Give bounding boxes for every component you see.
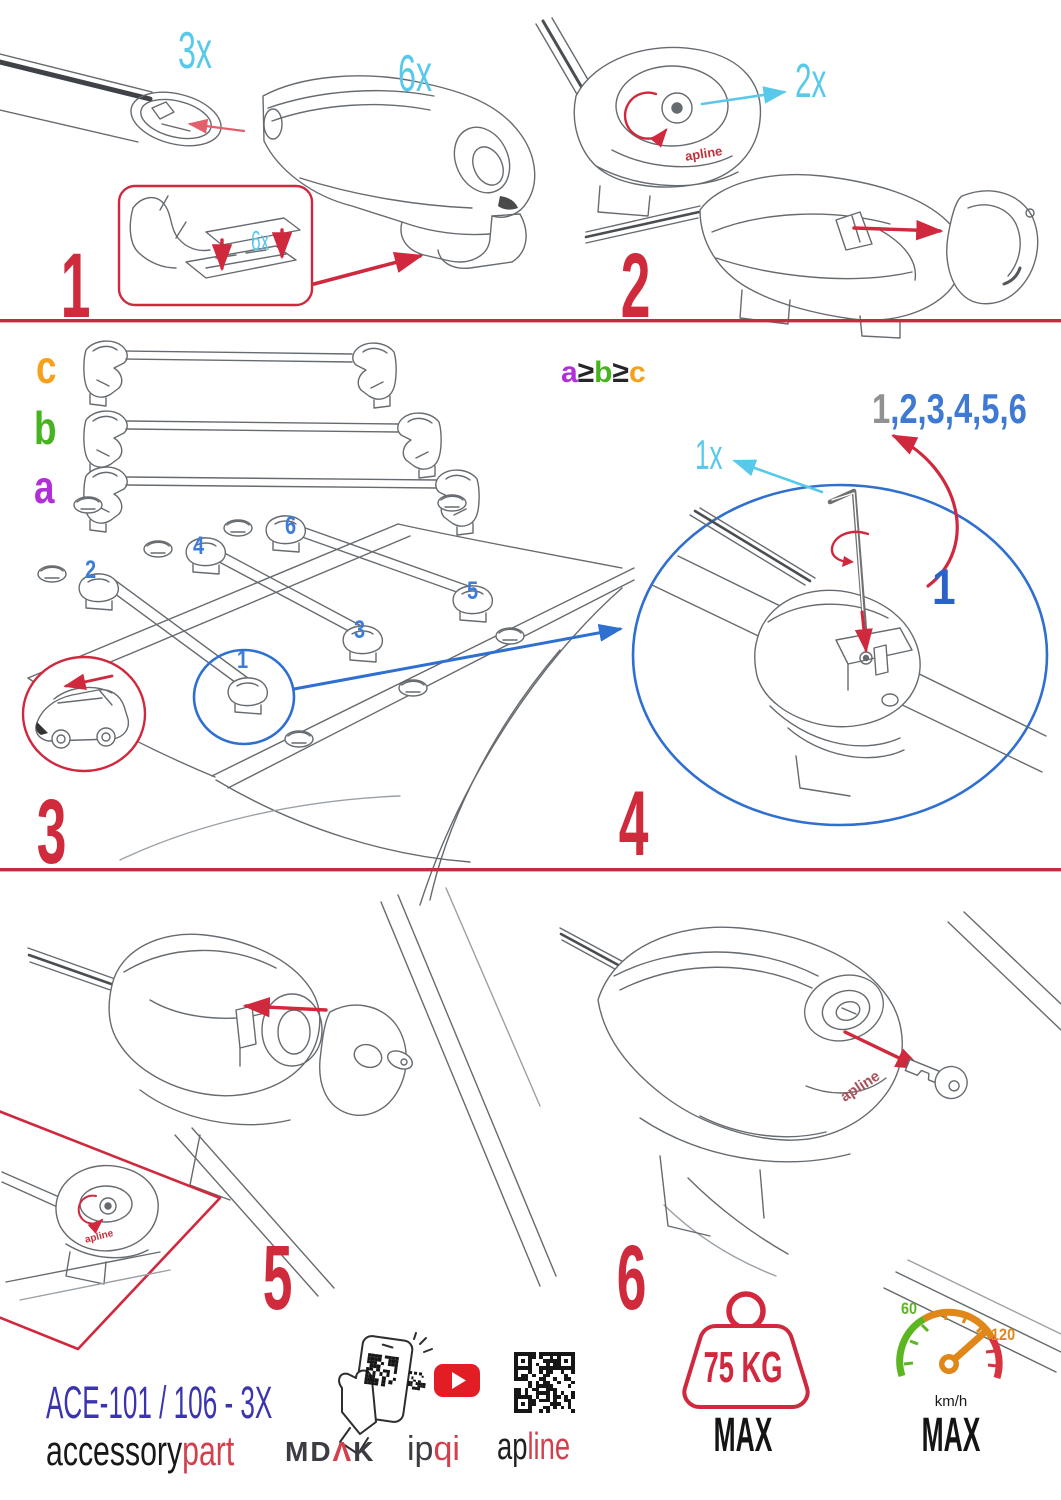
- sequence-rest: ,2,3,4,5,6: [890, 385, 1027, 432]
- lambda-text: Λ: [332, 1436, 354, 1467]
- step2-foot-endcap-art: [586, 175, 1038, 338]
- roof-position-3: 3: [354, 616, 366, 644]
- step6-number: 6: [616, 1227, 647, 1329]
- roof-position-5: 5: [467, 577, 479, 605]
- step2-number: 2: [620, 235, 651, 337]
- step2-knob-qty: 2x: [795, 55, 827, 108]
- divider-bottom: [0, 868, 1061, 871]
- speedometer-icon: [900, 1311, 999, 1378]
- rule-b: b: [594, 356, 613, 389]
- roof-position-6: 6: [285, 512, 297, 540]
- step1-pad-qty: 6x: [251, 225, 270, 256]
- part-text: part: [182, 1427, 235, 1474]
- max-speed-label: MAX: [921, 1409, 981, 1462]
- max-load-value: 75 KG: [703, 1343, 783, 1392]
- youtube-icon: [434, 1364, 480, 1397]
- speed-low-tick: 60: [901, 1299, 918, 1318]
- divider-top: [0, 319, 1061, 322]
- line-text: line: [527, 1426, 571, 1468]
- step4-number: 4: [618, 773, 649, 875]
- step4-zoom-circle-art: [633, 431, 1047, 825]
- bar-label-c: c: [36, 341, 57, 393]
- accessorypart-logo: [46, 1427, 235, 1474]
- rule-c: c: [628, 356, 646, 389]
- ip-text: ip: [407, 1430, 434, 1468]
- max-load-label: MAX: [713, 1409, 773, 1462]
- rule-gte: ≥: [577, 356, 595, 389]
- tighten-sequence: [872, 385, 1027, 432]
- rule-gte: ≥: [612, 356, 629, 389]
- step1-bar-qty: 3x: [178, 22, 213, 80]
- step4-position-callout: 1: [932, 559, 956, 615]
- product-code: ACE-101 / 106 - 3X: [46, 1377, 273, 1428]
- mdak-logo: [285, 1438, 375, 1466]
- sequence-first: 1: [872, 385, 891, 432]
- step3-crossbar-b-art: [84, 411, 441, 478]
- step4-key-qty: 1x: [695, 431, 723, 478]
- step1-foot-qty: 6x: [398, 45, 433, 103]
- rule-a: a: [561, 356, 578, 389]
- roof-position-2: 2: [85, 556, 97, 584]
- bar-label-b: b: [34, 402, 57, 454]
- speed-unit: km/h: [934, 1393, 968, 1410]
- ipqi-logo: [407, 1432, 460, 1466]
- apline-foot-logo: apline: [837, 1067, 884, 1106]
- roof-position-4: 4: [193, 532, 205, 560]
- apline-foot-logo: apline: [683, 143, 724, 164]
- qi-text: qi: [433, 1430, 460, 1468]
- k-text: K: [353, 1436, 376, 1467]
- step1-number: 1: [60, 235, 91, 337]
- accessory-text: accessory: [46, 1427, 183, 1474]
- step3-number: 3: [36, 781, 67, 883]
- step3-crossbar-c-art: [84, 341, 396, 408]
- md-text: MD: [285, 1436, 333, 1467]
- bar-length-rule: [561, 358, 646, 388]
- qr-code: [514, 1352, 575, 1413]
- bar-label-a: a: [34, 461, 55, 513]
- apline-foot-logo: apline: [83, 1228, 115, 1246]
- mini-qr-fragment: [407, 1371, 427, 1391]
- roof-position-1: 1: [237, 646, 249, 674]
- speed-high-tick: 120: [991, 1325, 1016, 1344]
- key-icon: [902, 1050, 972, 1103]
- ap-text: ap: [497, 1426, 528, 1468]
- step3-car-inset-art: [23, 657, 145, 771]
- apline-logo: [497, 1428, 570, 1466]
- phone-qr-code: [364, 1353, 399, 1388]
- step5-number: 5: [262, 1227, 293, 1329]
